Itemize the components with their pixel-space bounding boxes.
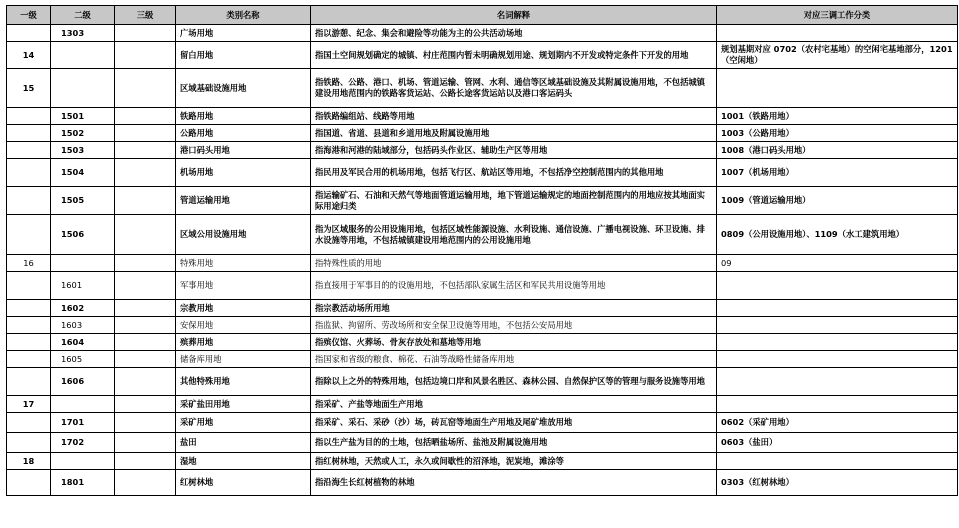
cell-level-1 [7, 334, 51, 351]
cell-level-3 [115, 255, 176, 272]
cell-definition: 指宗教活动场所用地 [311, 300, 717, 317]
table-row [7, 25, 958, 42]
table-row [7, 159, 958, 187]
cell-level-2: 1702 [51, 433, 115, 453]
cell-category-name: 安保用地 [176, 317, 311, 334]
cell-level-2: 1502 [51, 125, 115, 142]
cell-level-1 [7, 272, 51, 300]
table-row [7, 215, 958, 255]
table-row [7, 69, 958, 108]
cell-category-name: 殡葬用地 [176, 334, 311, 351]
cell-level-1: 18 [7, 453, 51, 470]
cell-category-name: 留白用地 [176, 42, 311, 69]
cell-definition: 指国道、省道、县道和乡道用地及附属设施用地 [311, 125, 717, 142]
cell-level-2 [51, 255, 115, 272]
cell-category-name: 采矿用地 [176, 413, 311, 433]
cell-survey-classification [717, 334, 958, 351]
cell-level-2: 1503 [51, 142, 115, 159]
cell-category-name: 机场用地 [176, 159, 311, 187]
cell-level-1 [7, 142, 51, 159]
cell-level-3 [115, 187, 176, 215]
cell-category-name: 区域公用设施用地 [176, 215, 311, 255]
cell-definition: 指以游憩、纪念、集会和避险等功能为主的公共活动场地 [311, 25, 717, 42]
cell-level-1: 17 [7, 396, 51, 413]
table-row [7, 125, 958, 142]
header-level-3: 三级 [115, 6, 176, 25]
cell-level-2 [51, 453, 115, 470]
cell-category-name: 储备库用地 [176, 351, 311, 368]
cell-definition: 指特殊性质的用地 [311, 255, 717, 272]
cell-category-name: 其他特殊用地 [176, 368, 311, 396]
header-survey-classification: 对应三调工作分类 [717, 6, 958, 25]
cell-survey-classification: 1003（公路用地） [717, 125, 958, 142]
cell-level-1 [7, 215, 51, 255]
cell-level-3 [115, 25, 176, 42]
cell-category-name: 军事用地 [176, 272, 311, 300]
cell-definition: 指运输矿石、石油和天然气等地面管道运输用地，地下管道运输规定的地面控制范围内的用地应按其地面实际用途归类 [311, 187, 717, 215]
cell-survey-classification: 0603（盐田） [717, 433, 958, 453]
cell-definition: 指直接用于军事目的的设施用地，不包括部队家属生活区和军民共用设施等用地 [311, 272, 717, 300]
cell-category-name: 公路用地 [176, 125, 311, 142]
table-row [7, 368, 958, 396]
cell-level-2: 1501 [51, 108, 115, 125]
cell-level-2: 1603 [51, 317, 115, 334]
cell-level-1 [7, 413, 51, 433]
cell-level-3 [115, 69, 176, 108]
cell-level-2: 1606 [51, 368, 115, 396]
table-body [7, 25, 958, 496]
cell-level-1 [7, 433, 51, 453]
cell-level-3 [115, 351, 176, 368]
cell-survey-classification [717, 368, 958, 396]
cell-level-1 [7, 159, 51, 187]
cell-level-2: 1505 [51, 187, 115, 215]
table-row [7, 433, 958, 453]
cell-level-3 [115, 272, 176, 300]
table-row [7, 272, 958, 300]
cell-survey-classification [717, 351, 958, 368]
cell-category-name: 盐田 [176, 433, 311, 453]
table-row [7, 470, 958, 496]
cell-level-3 [115, 42, 176, 69]
cell-category-name: 湿地 [176, 453, 311, 470]
cell-level-2: 1601 [51, 272, 115, 300]
cell-level-1 [7, 351, 51, 368]
cell-definition: 指以生产盐为目的的土地，包括晒盐场所、盐池及附属设施用地 [311, 433, 717, 453]
cell-survey-classification: 0602（采矿用地） [717, 413, 958, 433]
cell-definition: 指海港和河港的陆域部分，包括码头作业区、辅助生产区等用地 [311, 142, 717, 159]
cell-definition: 指殡仪馆、火葬场、骨灰存放处和墓地等用地 [311, 334, 717, 351]
table-row [7, 351, 958, 368]
cell-category-name: 宗教用地 [176, 300, 311, 317]
cell-level-3 [115, 470, 176, 496]
header-level-1: 一级 [7, 6, 51, 25]
cell-level-2: 1604 [51, 334, 115, 351]
cell-survey-classification [717, 25, 958, 42]
cell-level-1 [7, 317, 51, 334]
cell-survey-classification [717, 317, 958, 334]
cell-level-2: 1801 [51, 470, 115, 496]
cell-definition: 指采矿、产盐等地面生产用地 [311, 396, 717, 413]
table-row [7, 413, 958, 433]
table-row [7, 255, 958, 272]
land-use-classification-table-container [6, 5, 957, 496]
cell-survey-classification [717, 272, 958, 300]
cell-survey-classification: 规划基期对应 0702（农村宅基地）的空闲宅基地部分，1201（空闲地） [717, 42, 958, 69]
cell-definition: 指监狱、拘留所、劳改场所和安全保卫设施等用地，不包括公安局用地 [311, 317, 717, 334]
cell-level-1 [7, 368, 51, 396]
cell-definition: 指铁路编组站、线路等用地 [311, 108, 717, 125]
cell-level-3 [115, 317, 176, 334]
cell-level-3 [115, 215, 176, 255]
cell-definition: 指沿海生长红树植物的林地 [311, 470, 717, 496]
cell-level-3 [115, 125, 176, 142]
table-row [7, 108, 958, 125]
cell-level-2: 1506 [51, 215, 115, 255]
cell-definition: 指除以上之外的特殊用地，包括边境口岸和风景名胜区、森林公园、自然保护区等的管理与服务设施等用地 [311, 368, 717, 396]
cell-level-3 [115, 142, 176, 159]
cell-definition: 指采矿、采石、采砂（沙）场，砖瓦窑等地面生产用地及尾矿堆放用地 [311, 413, 717, 433]
cell-level-3 [115, 159, 176, 187]
cell-level-3 [115, 413, 176, 433]
cell-category-name: 铁路用地 [176, 108, 311, 125]
cell-survey-classification: 1009（管道运输用地） [717, 187, 958, 215]
cell-level-3 [115, 300, 176, 317]
cell-level-2: 1701 [51, 413, 115, 433]
table-row [7, 453, 958, 470]
table-row [7, 300, 958, 317]
cell-definition: 指民用及军民合用的机场用地，包括飞行区、航站区等用地，不包括净空控制范围内的其他用地 [311, 159, 717, 187]
cell-level-2 [51, 396, 115, 413]
cell-category-name: 区域基础设施用地 [176, 69, 311, 108]
cell-category-name: 特殊用地 [176, 255, 311, 272]
cell-survey-classification: 1001（铁路用地） [717, 108, 958, 125]
header-level-2: 二级 [51, 6, 115, 25]
cell-survey-classification: 0303（红树林地） [717, 470, 958, 496]
cell-survey-classification [717, 453, 958, 470]
cell-level-1 [7, 25, 51, 42]
cell-level-2 [51, 69, 115, 108]
header-category-name: 类别名称 [176, 6, 311, 25]
header-definition: 名词解释 [311, 6, 717, 25]
cell-category-name: 采矿盐田用地 [176, 396, 311, 413]
cell-level-3 [115, 334, 176, 351]
cell-level-2 [51, 42, 115, 69]
table-row [7, 317, 958, 334]
cell-category-name: 广场用地 [176, 25, 311, 42]
cell-level-3 [115, 453, 176, 470]
cell-level-1 [7, 187, 51, 215]
cell-level-1 [7, 470, 51, 496]
cell-level-2: 1602 [51, 300, 115, 317]
cell-category-name: 红树林地 [176, 470, 311, 496]
cell-level-3 [115, 433, 176, 453]
table-row [7, 142, 958, 159]
cell-definition: 指红树林地，天然或人工，永久或间歇性的沼泽地，泥炭地，滩涂等 [311, 453, 717, 470]
cell-category-name: 港口码头用地 [176, 142, 311, 159]
cell-level-3 [115, 368, 176, 396]
cell-level-2: 1504 [51, 159, 115, 187]
cell-category-name: 管道运输用地 [176, 187, 311, 215]
table-row [7, 396, 958, 413]
cell-level-3 [115, 396, 176, 413]
cell-level-1 [7, 300, 51, 317]
cell-survey-classification [717, 396, 958, 413]
cell-survey-classification: 09 [717, 255, 958, 272]
cell-level-1: 14 [7, 42, 51, 69]
cell-survey-classification: 1008（港口码头用地） [717, 142, 958, 159]
cell-level-3 [115, 108, 176, 125]
land-use-classification-table [6, 5, 958, 496]
cell-level-1: 16 [7, 255, 51, 272]
table-row [7, 187, 958, 215]
cell-level-1: 15 [7, 69, 51, 108]
cell-level-2: 1605 [51, 351, 115, 368]
cell-level-2: 1303 [51, 25, 115, 42]
cell-definition: 指国家和省级的粮食、棉花、石油等战略性储备库用地 [311, 351, 717, 368]
table-row [7, 334, 958, 351]
cell-survey-classification [717, 300, 958, 317]
table-header-row [7, 6, 958, 25]
cell-survey-classification [717, 69, 958, 108]
cell-definition: 指铁路、公路、港口、机场、管道运输、管网、水利、通信等区域基础设施及其附属设施用地，不包括城镇建设用地范围内的铁路客货运站、公路长途客货运站以及港口客运码头 [311, 69, 717, 108]
cell-survey-classification: 0809（公用设施用地）、1109（水工建筑用地） [717, 215, 958, 255]
cell-level-1 [7, 108, 51, 125]
cell-level-1 [7, 125, 51, 142]
table-row [7, 42, 958, 69]
cell-definition: 指为区域服务的公用设施用地，包括区域性能源设施、水利设施、通信设施、广播电视设施、环卫设施、排水设施等用地，不包括城镇建设用地范围内的公用设施用地 [311, 215, 717, 255]
cell-definition: 指国土空间规划确定的城镇、村庄范围内暂未明确规划用途、规划期内不开发或特定条件下开发的用地 [311, 42, 717, 69]
cell-survey-classification: 1007（机场用地） [717, 159, 958, 187]
